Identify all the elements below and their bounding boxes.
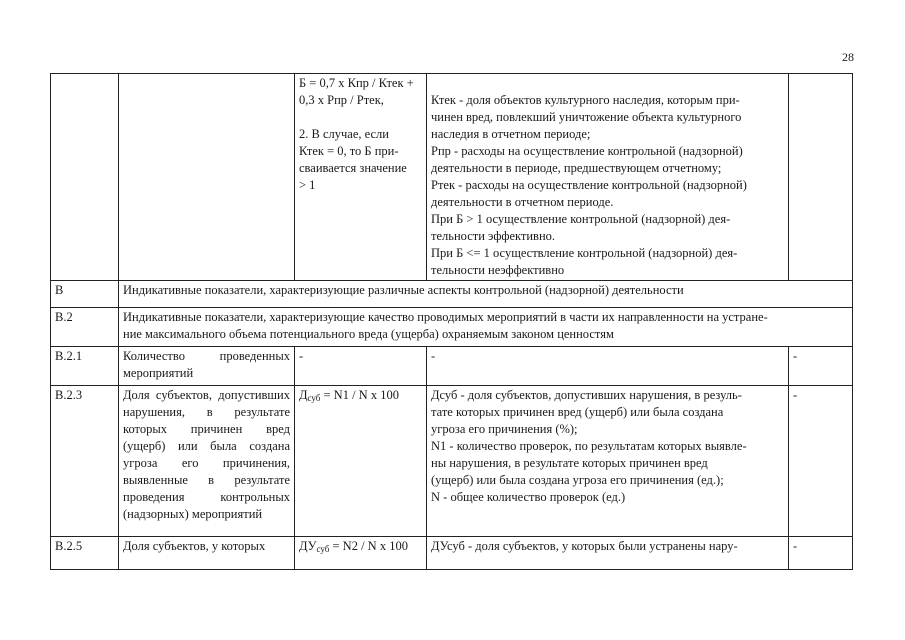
cell-description: -	[427, 347, 789, 386]
description-line: ны нарушения, в результате которых причинен вред	[431, 456, 708, 470]
formula-prefix: ДУ	[299, 539, 317, 553]
formula-prefix: Д	[299, 388, 308, 402]
page-number: 28	[842, 50, 854, 64]
table-row-section-b	[51, 281, 853, 308]
description-line: (ущерб) или была создана угроза его причинения (ед.);	[431, 473, 724, 487]
case-line: > 1	[299, 178, 316, 192]
section-title-line: Индикативные показатели, характеризующие качество проводимых мероприятий в части их направленности на устране-	[123, 310, 768, 324]
case-line: Ктек = 0, то Б при-	[299, 144, 399, 158]
cell-name-empty	[119, 74, 295, 281]
cell-code: В	[51, 281, 119, 308]
cell-formula	[295, 537, 427, 570]
section-title	[119, 308, 853, 347]
cell-extra-empty	[789, 74, 853, 281]
formula-rest: = N2 / N x 100	[329, 539, 408, 553]
description-line: N - общее количество проверок (ед.)	[431, 490, 626, 504]
table-row-b23	[51, 386, 853, 537]
formula-line: Б = 0,7 х Кпр / Ктек +	[299, 76, 414, 90]
description-line: При Б <= 1 осуществление контрольной (надзорной) дея-	[431, 246, 738, 260]
formula-line: 0,3 х Рпр / Ртек,	[299, 93, 384, 107]
description-line: деятельности в периоде, предшествующем отчетному;	[431, 161, 722, 175]
cell-extra: -	[789, 386, 853, 537]
description-line: деятельности в отчетном периоде.	[431, 195, 614, 209]
formula-rest: = N1 / N x 100	[320, 388, 399, 402]
cell-formula: -	[295, 347, 427, 386]
description-line: При Б > 1 осуществление контрольной (надзорной) дея-	[431, 212, 731, 226]
table-row-section-b2	[51, 308, 853, 347]
cell-description	[427, 386, 789, 537]
cell-extra: -	[789, 347, 853, 386]
cell-description	[427, 74, 789, 281]
cell-name: Доля субъектов, у которых	[119, 537, 295, 570]
description-line: Ртек - расходы на осуществление контрольной (надзорной)	[431, 178, 747, 192]
formula-subscript: суб	[307, 393, 321, 403]
description-line: тельности неэффективно	[431, 263, 565, 277]
cell-code: В.2.1	[51, 347, 119, 386]
case-line: 2. В случае, если	[299, 127, 389, 141]
description-line: Дсуб - доля субъектов, допустивших нарушения, в резуль-	[431, 388, 742, 402]
description-line: чинен вред, повлекший уничтожение объекта культурного	[431, 110, 742, 124]
cell-code-empty	[51, 74, 119, 281]
description-line: угроза его причинения (%);	[431, 422, 578, 436]
cell-name: Количество проведенных мероприятий	[119, 347, 295, 386]
description-line: N1 - количество проверок, по результатам которых выявле-	[431, 439, 747, 453]
table-row-b21	[51, 347, 853, 386]
cell-extra: -	[789, 537, 853, 570]
section-title-line: ние максимального объема потенциального вреда (ущерба) охраняемым законом ценностям	[123, 327, 614, 341]
cell-formula	[295, 74, 427, 281]
description-line: Ктек - доля объектов культурного наследия, которым при-	[431, 93, 740, 107]
cell-description: ДУсуб - доля субъектов, у которых были устранены нару-	[427, 537, 789, 570]
table-row-b25	[51, 537, 853, 570]
description-line: тельности эффективно.	[431, 229, 556, 243]
section-title: Индикативные показатели, характеризующие различные аспекты контрольной (надзорной) деятельности	[119, 281, 853, 308]
cell-name: Доля субъектов, допустивших нарушения, в результате которых причинен вред (ущерб) или была создана угроза его причинения, выявленные в результате проведения контрольных (надзорных) мероприятий	[119, 386, 295, 537]
formula-subscript: суб	[316, 544, 330, 554]
indicator-table	[50, 73, 853, 570]
table-row-continued	[51, 74, 853, 281]
cell-code: В.2.5	[51, 537, 119, 570]
cell-formula	[295, 386, 427, 537]
description-line: наследия в отчетном периоде;	[431, 127, 591, 141]
description-line: тате которых причинен вред (ущерб) или была создана	[431, 405, 724, 419]
cell-code: В.2.3	[51, 386, 119, 537]
case-line: сваивается значение	[299, 161, 407, 175]
description-line: Рпр - расходы на осуществление контрольной (надзорной)	[431, 144, 743, 158]
cell-code: В.2	[51, 308, 119, 347]
